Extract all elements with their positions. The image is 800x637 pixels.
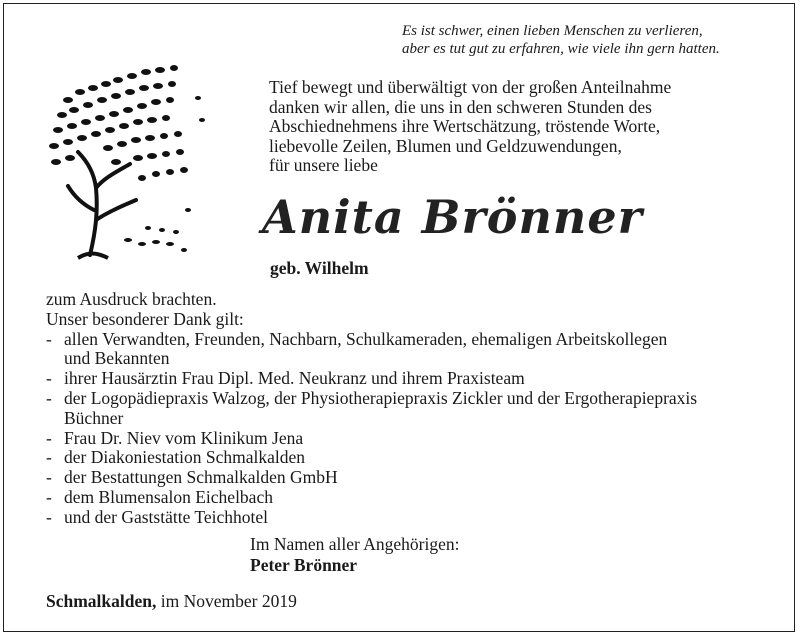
list-item — [46, 369, 697, 389]
deceased-name: Anita Brönner — [262, 190, 643, 244]
thanks-section — [46, 290, 697, 528]
list-item — [46, 448, 697, 468]
thanks-line-1: zum Ausdruck brachten. — [46, 289, 217, 309]
epigraph-quote — [402, 22, 752, 58]
list-item-text: dem Blumensalon Eichelbach — [64, 486, 273, 507]
list-dash: - — [46, 368, 52, 389]
list-dash: - — [46, 328, 52, 349]
signature-block — [250, 534, 459, 576]
windblown-tree-icon — [38, 60, 213, 270]
list-dash: - — [46, 467, 52, 488]
quote-line-2: aber es tut gut zu erfahren, wie viele ihn gern hatten. — [402, 41, 720, 57]
list-dash: - — [46, 506, 52, 527]
list-item-text: allen Verwandten, Freunden, Nachbarn, Schulkameraden, ehemaligen Arbeitskollegen und Bekannten — [64, 328, 668, 369]
list-item-text: ihrer Hausärztin Frau Dipl. Med. Neukranz und ihrem Praxisteam — [64, 368, 525, 389]
maiden-name: geb. Wilhelm — [270, 258, 369, 278]
place-date — [46, 591, 297, 612]
list-dash: - — [46, 387, 52, 408]
list-item-text: der Diakoniestation Schmalkalden — [64, 447, 306, 468]
thanks-list — [46, 330, 697, 528]
list-item — [46, 508, 697, 528]
intro-line: Tief bewegt und überwältigt von der großen Anteilnahme — [269, 77, 672, 97]
intro-line: für unsere liebe — [269, 155, 378, 175]
signer-name: Peter Brönner — [250, 555, 358, 575]
list-item-text: und der Gaststätte Teichhotel — [64, 506, 269, 527]
list-item — [46, 488, 697, 508]
intro-line: liebevolle Zeilen, Blumen und Geldzuwendungen, — [269, 135, 622, 156]
list-item-text: der Bestattungen Schmalkalden GmbH — [64, 467, 338, 488]
list-item — [46, 468, 697, 488]
list-item-text: Frau Dr. Niev vom Klinikum Jena — [64, 427, 304, 448]
list-dash: - — [46, 447, 52, 468]
list-item — [46, 429, 697, 449]
list-dash: - — [46, 486, 52, 507]
list-item — [46, 330, 697, 370]
quote-line-1: Es ist schwer, einen lieben Menschen zu verlieren, — [402, 23, 703, 39]
notice-date: im November 2019 — [160, 591, 297, 611]
list-item-text: der Logopädiepraxis Walzog, der Physiotherapiepraxis Zickler und der Ergotherapiepraxis Büchner — [64, 387, 698, 428]
list-item — [46, 389, 697, 429]
intro-paragraph — [269, 78, 671, 176]
intro-line: Abschiednehmens ihre Wertschätzung, tröstende Worte, — [269, 116, 661, 136]
place-city: Schmalkalden, — [46, 591, 157, 611]
list-dash: - — [46, 427, 52, 448]
intro-line: danken wir allen, die uns in den schweren Stunden des — [269, 96, 652, 117]
thanks-line-2: Unser besonderer Dank gilt: — [46, 308, 244, 329]
signature-line: Im Namen aller Angehörigen: — [250, 534, 460, 554]
